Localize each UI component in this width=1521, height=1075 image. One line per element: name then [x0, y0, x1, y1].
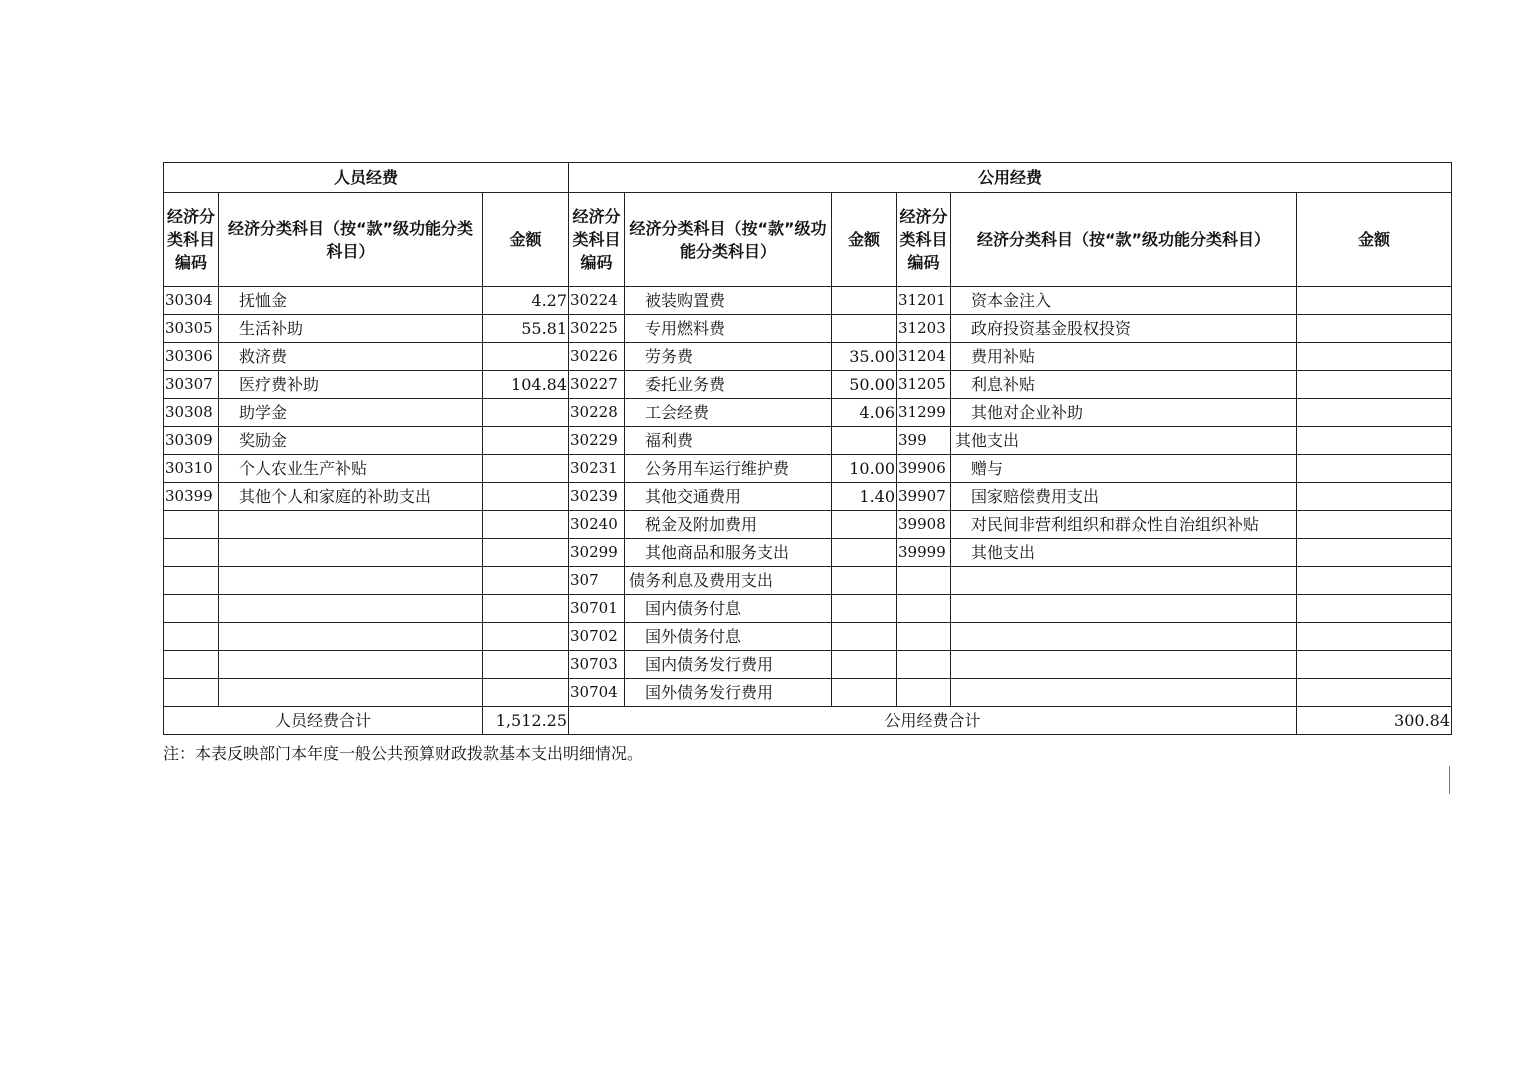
page-edge-line [1449, 766, 1450, 794]
amount-cell [1297, 427, 1452, 455]
code-cell: 39908 [897, 511, 951, 539]
subject-cell: 抚恤金 [219, 287, 483, 315]
amount-cell [483, 455, 569, 483]
code-cell: 30704 [569, 679, 625, 707]
amount-cell [1297, 455, 1452, 483]
subject-cell [219, 567, 483, 595]
code-cell: 30703 [569, 651, 625, 679]
subject-cell: 其他交通费用 [625, 483, 832, 511]
table-row [164, 651, 1452, 679]
subject-cell: 生活补助 [219, 315, 483, 343]
table-row [164, 511, 1452, 539]
amount-cell [1297, 651, 1452, 679]
subject-cell: 政府投资基金股权投资 [951, 315, 1297, 343]
subject-cell: 专用燃料费 [625, 315, 832, 343]
code-cell [164, 511, 219, 539]
code-cell: 39906 [897, 455, 951, 483]
table-row [164, 539, 1452, 567]
code-cell [164, 651, 219, 679]
code-column-header: 经济分类科目编码 [897, 193, 951, 287]
subject-cell [219, 623, 483, 651]
code-cell [164, 679, 219, 707]
amount-cell [832, 287, 897, 315]
code-cell: 399 [897, 427, 951, 455]
amount-cell [1297, 483, 1452, 511]
amount-cell: 4.27 [483, 287, 569, 315]
amount-cell [832, 595, 897, 623]
code-cell: 31204 [897, 343, 951, 371]
amount-cell [483, 651, 569, 679]
amount-cell [1297, 371, 1452, 399]
subject-cell: 国外债务发行费用 [625, 679, 832, 707]
subject-cell: 个人农业生产补贴 [219, 455, 483, 483]
code-cell [897, 651, 951, 679]
subject-cell: 奖励金 [219, 427, 483, 455]
code-cell: 30226 [569, 343, 625, 371]
code-cell [164, 595, 219, 623]
code-cell: 39907 [897, 483, 951, 511]
subject-cell: 救济费 [219, 343, 483, 371]
subject-cell: 委托业务费 [625, 371, 832, 399]
code-column-header: 经济分类科目编码 [569, 193, 625, 287]
subject-cell: 国内债务付息 [625, 595, 832, 623]
table-footnote: 注：本表反映部门本年度一般公共预算财政拨款基本支出明细情况。 [163, 744, 644, 763]
code-cell: 31201 [897, 287, 951, 315]
code-cell: 30231 [569, 455, 625, 483]
subject-cell [219, 511, 483, 539]
subject-cell [219, 539, 483, 567]
amount-cell: 55.81 [483, 315, 569, 343]
subject-cell: 医疗费补助 [219, 371, 483, 399]
table-row [164, 679, 1452, 707]
public-total-label: 公用经费合计 [569, 707, 1297, 735]
code-cell: 30299 [569, 539, 625, 567]
subject-cell [951, 623, 1297, 651]
subject-cell: 国家赔偿费用支出 [951, 483, 1297, 511]
amount-cell [483, 343, 569, 371]
amount-cell: 104.84 [483, 371, 569, 399]
code-cell: 307 [569, 567, 625, 595]
table-row [164, 399, 1452, 427]
subject-column-header: 经济分类科目（按“款”级功能分类科目） [951, 193, 1297, 287]
table-row [164, 483, 1452, 511]
amount-cell [483, 399, 569, 427]
amount-cell [832, 511, 897, 539]
amount-column-header: 金额 [1297, 193, 1452, 287]
subject-cell: 其他对企业补助 [951, 399, 1297, 427]
amount-cell [1297, 679, 1452, 707]
amount-cell [1297, 343, 1452, 371]
code-cell: 30224 [569, 287, 625, 315]
code-cell: 30306 [164, 343, 219, 371]
code-cell: 30225 [569, 315, 625, 343]
table-row [164, 371, 1452, 399]
amount-cell [832, 315, 897, 343]
amount-cell [1297, 595, 1452, 623]
amount-cell [832, 623, 897, 651]
amount-cell [1297, 623, 1452, 651]
subject-cell: 赠与 [951, 455, 1297, 483]
code-cell [897, 567, 951, 595]
subject-cell [219, 679, 483, 707]
code-cell [897, 679, 951, 707]
amount-cell [483, 623, 569, 651]
code-cell: 39999 [897, 539, 951, 567]
code-cell: 30308 [164, 399, 219, 427]
public-total-amount: 300.84 [1297, 707, 1452, 735]
code-cell: 31203 [897, 315, 951, 343]
amount-cell: 10.00 [832, 455, 897, 483]
subject-cell: 劳务费 [625, 343, 832, 371]
subject-column-header: 经济分类科目（按“款”级功能分类科目） [625, 193, 832, 287]
code-cell: 30309 [164, 427, 219, 455]
subject-cell: 利息补贴 [951, 371, 1297, 399]
subject-cell: 对民间非营利组织和群众性自治组织补贴 [951, 511, 1297, 539]
amount-cell [483, 679, 569, 707]
code-cell: 30701 [569, 595, 625, 623]
personnel-total-amount: 1,512.25 [483, 707, 569, 735]
amount-cell [483, 483, 569, 511]
amount-cell [483, 427, 569, 455]
subject-cell: 资本金注入 [951, 287, 1297, 315]
amount-cell [832, 539, 897, 567]
subject-cell: 公务用车运行维护费 [625, 455, 832, 483]
code-column-header: 经济分类科目编码 [164, 193, 219, 287]
table-row [164, 427, 1452, 455]
table-row [164, 595, 1452, 623]
amount-cell: 50.00 [832, 371, 897, 399]
amount-cell [1297, 539, 1452, 567]
subject-cell [219, 595, 483, 623]
subject-cell [951, 651, 1297, 679]
code-cell: 30305 [164, 315, 219, 343]
amount-cell [1297, 511, 1452, 539]
amount-cell: 35.00 [832, 343, 897, 371]
subject-cell: 债务利息及费用支出 [625, 567, 832, 595]
subject-cell: 福利费 [625, 427, 832, 455]
subject-cell [219, 651, 483, 679]
code-cell: 31299 [897, 399, 951, 427]
code-cell: 30304 [164, 287, 219, 315]
table-row [164, 623, 1452, 651]
subject-cell [951, 567, 1297, 595]
subject-cell: 助学金 [219, 399, 483, 427]
amount-cell [1297, 399, 1452, 427]
amount-cell [832, 679, 897, 707]
code-cell [897, 623, 951, 651]
amount-cell [832, 427, 897, 455]
subject-cell: 工会经费 [625, 399, 832, 427]
amount-cell [483, 539, 569, 567]
subject-cell: 其他商品和服务支出 [625, 539, 832, 567]
amount-cell: 1.40 [832, 483, 897, 511]
table-row [164, 315, 1452, 343]
subject-cell: 其他支出 [951, 427, 1297, 455]
personnel-section-header: 人员经费 [164, 163, 569, 193]
code-cell: 30228 [569, 399, 625, 427]
code-cell: 30399 [164, 483, 219, 511]
code-cell: 30307 [164, 371, 219, 399]
code-cell [164, 623, 219, 651]
amount-cell [1297, 287, 1452, 315]
table-row [164, 455, 1452, 483]
personnel-total-label: 人员经费合计 [164, 707, 483, 735]
subject-column-header: 经济分类科目（按“款”级功能分类科目） [219, 193, 483, 287]
amount-column-header: 金额 [483, 193, 569, 287]
code-cell: 30240 [569, 511, 625, 539]
amount-cell [1297, 567, 1452, 595]
code-cell [164, 539, 219, 567]
public-section-header: 公用经费 [569, 163, 1452, 193]
table-row [164, 343, 1452, 371]
amount-cell [483, 511, 569, 539]
amount-cell [832, 567, 897, 595]
code-cell [897, 595, 951, 623]
amount-cell [483, 595, 569, 623]
subject-cell: 被装购置费 [625, 287, 832, 315]
amount-cell: 4.06 [832, 399, 897, 427]
subject-cell: 税金及附加费用 [625, 511, 832, 539]
amount-cell [832, 651, 897, 679]
code-cell: 30227 [569, 371, 625, 399]
subject-cell [951, 595, 1297, 623]
subject-cell: 其他支出 [951, 539, 1297, 567]
table-row [164, 567, 1452, 595]
code-cell: 31205 [897, 371, 951, 399]
expenditure-detail-table [163, 162, 1452, 735]
table-row [164, 287, 1452, 315]
subject-cell: 其他个人和家庭的补助支出 [219, 483, 483, 511]
code-cell: 30702 [569, 623, 625, 651]
code-cell: 30239 [569, 483, 625, 511]
subject-cell [951, 679, 1297, 707]
code-cell: 30310 [164, 455, 219, 483]
code-cell [164, 567, 219, 595]
code-cell: 30229 [569, 427, 625, 455]
subject-cell: 国外债务付息 [625, 623, 832, 651]
amount-column-header: 金额 [832, 193, 897, 287]
amount-cell [1297, 315, 1452, 343]
amount-cell [483, 567, 569, 595]
subject-cell: 费用补贴 [951, 343, 1297, 371]
subject-cell: 国内债务发行费用 [625, 651, 832, 679]
